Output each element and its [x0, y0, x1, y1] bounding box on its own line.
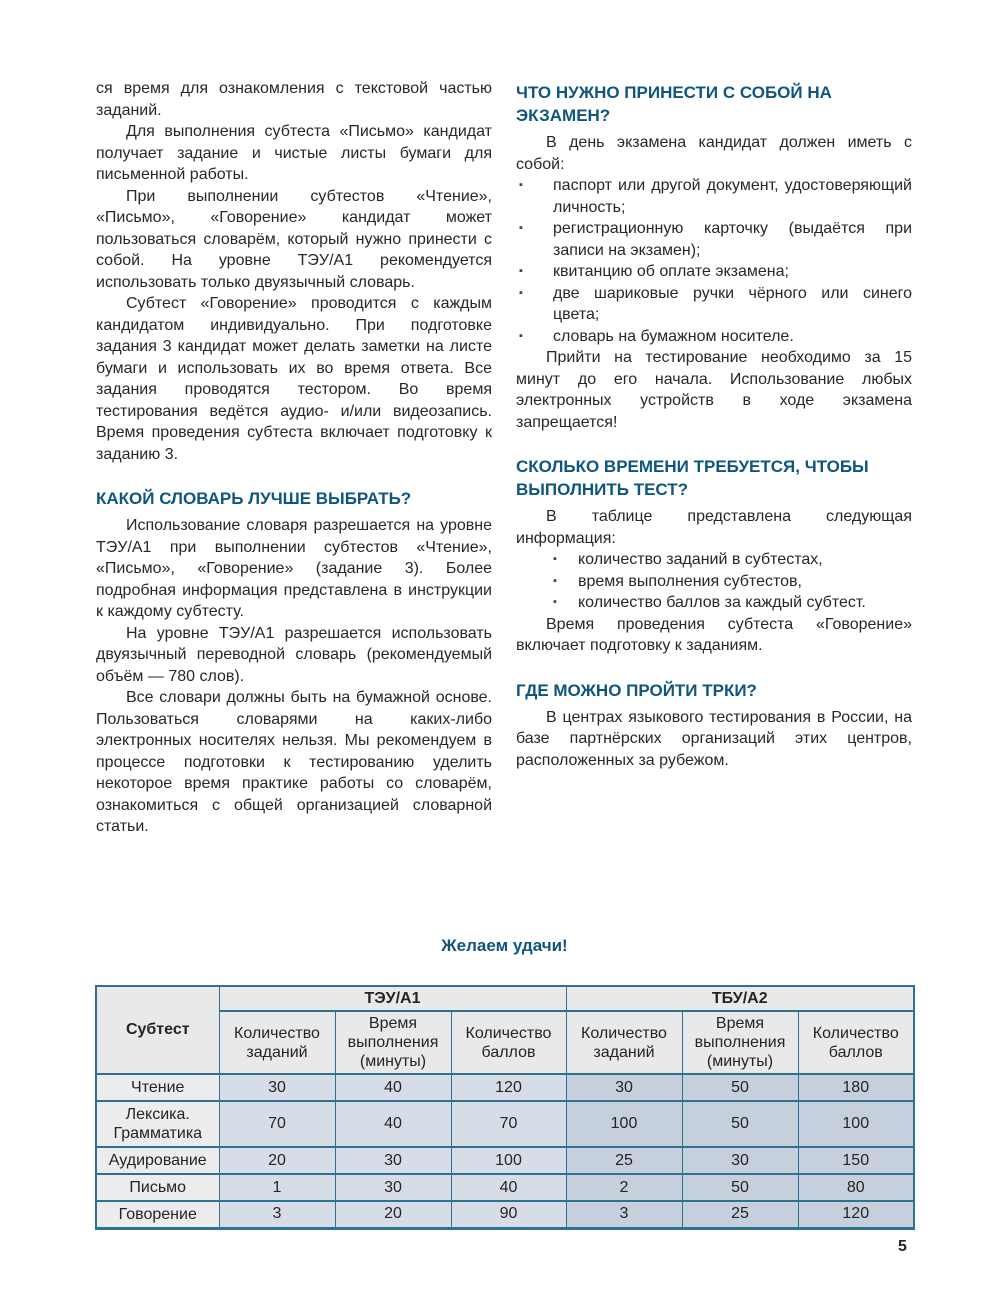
- paragraph: Для выполнения субтеста «Письмо» кандидат получает задание и чистые листы бумаги для письменной работы.: [96, 123, 492, 183]
- table-cell: Говорение: [96, 1201, 219, 1228]
- sub-header-tasks: Количество заданий: [566, 1011, 682, 1074]
- bullet-text: количество баллов за каждый субтест.: [578, 594, 866, 611]
- table-row-speaking: [96, 1201, 914, 1228]
- bullet-text: две шариковые ручки чёрного или синего цвета;: [553, 284, 912, 323]
- table-row-listening: [96, 1147, 914, 1174]
- table-cell: 30: [335, 1174, 451, 1201]
- right-column: [516, 78, 912, 838]
- table-cell: 100: [798, 1101, 914, 1147]
- sub-header-time: Время выполнения (минуты): [682, 1011, 798, 1074]
- corner-header-subtest: Субтест: [96, 986, 219, 1074]
- bullet-text: квитанцию об оплате экзамена;: [553, 263, 789, 280]
- bullet-text: количество заданий в субтестах,: [578, 551, 823, 568]
- paragraph: В центрах языкового тестирования в России, на базе партнёрских организаций этих центров, расположенных за рубежом.: [516, 708, 912, 769]
- paragraph: Все словари должны быть на бумажной основе. Пользоваться словарями на каких-либо электронных носителях нельзя. Мы рекомендуем в процессе подготовки к тестированию уделить некоторое время практике работы со словарём, ознакомиться с общей организацией словарной статьи.: [96, 689, 492, 835]
- table-cell: Письмо: [96, 1174, 219, 1201]
- table-cell: 40: [335, 1101, 451, 1147]
- bullet-text: регистрационную карточку (выдаётся при записи на экзамен);: [553, 220, 912, 259]
- sub-header-points: Количество баллов: [451, 1011, 566, 1074]
- exam-schedule-table: [95, 985, 915, 1230]
- table-cell: 20: [219, 1147, 335, 1174]
- table-cell: 30: [335, 1147, 451, 1174]
- table-cell: 100: [451, 1147, 566, 1174]
- section-heading-where: ГДЕ МОЖНО ПРОЙТИ ТРКИ?: [516, 680, 757, 700]
- square-bullet-icon: ▪: [519, 179, 523, 191]
- table-cell: 120: [798, 1201, 914, 1228]
- bullet-text: паспорт или другой документ, удостоверяющий личность;: [553, 177, 912, 216]
- square-bullet-icon: ▪: [519, 265, 523, 277]
- bullet-item: [516, 326, 912, 348]
- table-cell: 90: [451, 1201, 566, 1228]
- square-bullet-icon: ▪: [519, 222, 523, 234]
- bullet-text: словарь на бумажном носителе.: [553, 327, 794, 345]
- square-bullet-icon: ▪: [553, 596, 557, 608]
- paragraph: Субтест «Говорение» проводится с каждым кандидатом индивидуально. При подготовке задания 3 кандидат может делать заметки на листе бумаги и использовать их во время ответа. Все задания проводятся тестором. Во время тестирования ведётся аудио- и/или видеозапись. Время проведения субтеста включает подготовку к заданию 3.: [96, 295, 492, 463]
- sub-header-tasks: Количество заданий: [219, 1011, 335, 1074]
- table-cell: 150: [798, 1147, 914, 1174]
- table-cell: 25: [566, 1147, 682, 1174]
- group-header-tbu-a2: ТБУ/А2: [566, 986, 914, 1011]
- table-cell: 3: [566, 1201, 682, 1228]
- table-subheader-row: [96, 1011, 914, 1074]
- table-row-lexics-grammar: [96, 1101, 914, 1147]
- bullet-item: [516, 218, 912, 261]
- page-number: 5: [898, 1238, 907, 1255]
- section-heading-what-to-bring: ЧТО НУЖНО ПРИНЕСТИ С СОБОЙ НА ЭКЗАМЕН?: [516, 83, 832, 125]
- table-cell: 50: [682, 1074, 798, 1101]
- table-cell: 100: [566, 1101, 682, 1147]
- table-cell: Лексика. Грамматика: [96, 1101, 219, 1147]
- paragraph: Прийти на тестирование необходимо за 15 минут до его начала. Использование любых электронных устройств в ходе экзамена запрещается!: [516, 349, 912, 431]
- section-heading-dictionary: КАКОЙ СЛОВАРЬ ЛУЧШЕ ВЫБРАТЬ?: [96, 489, 412, 508]
- paragraph: В день экзамена кандидат должен иметь с собой:: [516, 134, 912, 173]
- paragraph: При выполнении субтестов «Чтение», «Письмо», «Говорение» кандидат может пользоваться словарём, который нужно принести с собой. На уровне ТЭУ/А1 рекомендуется использовать только двуязычный словарь.: [96, 187, 492, 291]
- table-row-reading: [96, 1074, 914, 1101]
- sub-header-points: Количество баллов: [798, 1011, 914, 1074]
- bullet-item: [516, 175, 912, 218]
- table-row-writing: [96, 1174, 914, 1201]
- table-cell: 40: [451, 1174, 566, 1201]
- table-cell: 50: [682, 1101, 798, 1147]
- table-group-header-row: [96, 986, 914, 1011]
- bullet-item: [516, 592, 912, 614]
- table-cell: 20: [335, 1201, 451, 1228]
- table-cell: 70: [451, 1101, 566, 1147]
- table-cell: 1: [219, 1174, 335, 1201]
- square-bullet-icon: ▪: [519, 329, 523, 342]
- two-column-text: [96, 78, 913, 838]
- bullet-item: [516, 571, 912, 593]
- square-bullet-icon: ▪: [553, 553, 557, 565]
- table-cell: 30: [682, 1147, 798, 1174]
- paragraph: Использование словаря разрешается на уровне ТЭУ/А1 при выполнении субтестов «Чтение», «Письмо», «Говорение» (задание 3). Более подробная информация представлена в инструкции к каждому субтесту.: [96, 517, 492, 620]
- sub-header-time: Время выполнения (минуты): [335, 1011, 451, 1074]
- paragraph: В таблице представлена следующая информация:: [516, 508, 912, 547]
- section-heading-how-long: СКОЛЬКО ВРЕМЕНИ ТРЕБУЕТСЯ, ЧТОБЫ ВЫПОЛНИТЬ ТЕСТ?: [516, 457, 869, 499]
- good-luck-text: Желаем удачи!: [441, 936, 568, 955]
- bullet-item: [516, 549, 912, 571]
- table-cell: 3: [219, 1201, 335, 1228]
- table-cell: 2: [566, 1174, 682, 1201]
- table-cell: Аудирование: [96, 1147, 219, 1174]
- table-cell: 30: [566, 1074, 682, 1101]
- table-cell: 120: [451, 1074, 566, 1101]
- table-cell: Чтение: [96, 1074, 219, 1101]
- left-column: [96, 78, 492, 838]
- table-cell: 25: [682, 1201, 798, 1228]
- group-header-teu-a1: ТЭУ/А1: [219, 986, 566, 1011]
- table-cell: 70: [219, 1101, 335, 1147]
- table-cell: 80: [798, 1174, 914, 1201]
- square-bullet-icon: ▪: [519, 286, 523, 299]
- bullet-item: [516, 283, 912, 326]
- table-cell: 40: [335, 1074, 451, 1101]
- bullet-item: [516, 261, 912, 283]
- paragraph: На уровне ТЭУ/А1 разрешается использовать двуязычный переводной словарь (рекомендуемый объём — 780 слов).: [96, 624, 492, 685]
- bullet-text: время выполнения субтестов,: [578, 572, 802, 590]
- table-cell: 30: [219, 1074, 335, 1101]
- paragraph: Время проведения субтеста «Говорение» включает подготовку к заданиям.: [516, 615, 912, 654]
- paragraph: ся время для ознакомления с текстовой частью заданий.: [96, 80, 492, 119]
- square-bullet-icon: ▪: [553, 574, 557, 587]
- table-cell: 50: [682, 1174, 798, 1201]
- table-cell: 180: [798, 1074, 914, 1101]
